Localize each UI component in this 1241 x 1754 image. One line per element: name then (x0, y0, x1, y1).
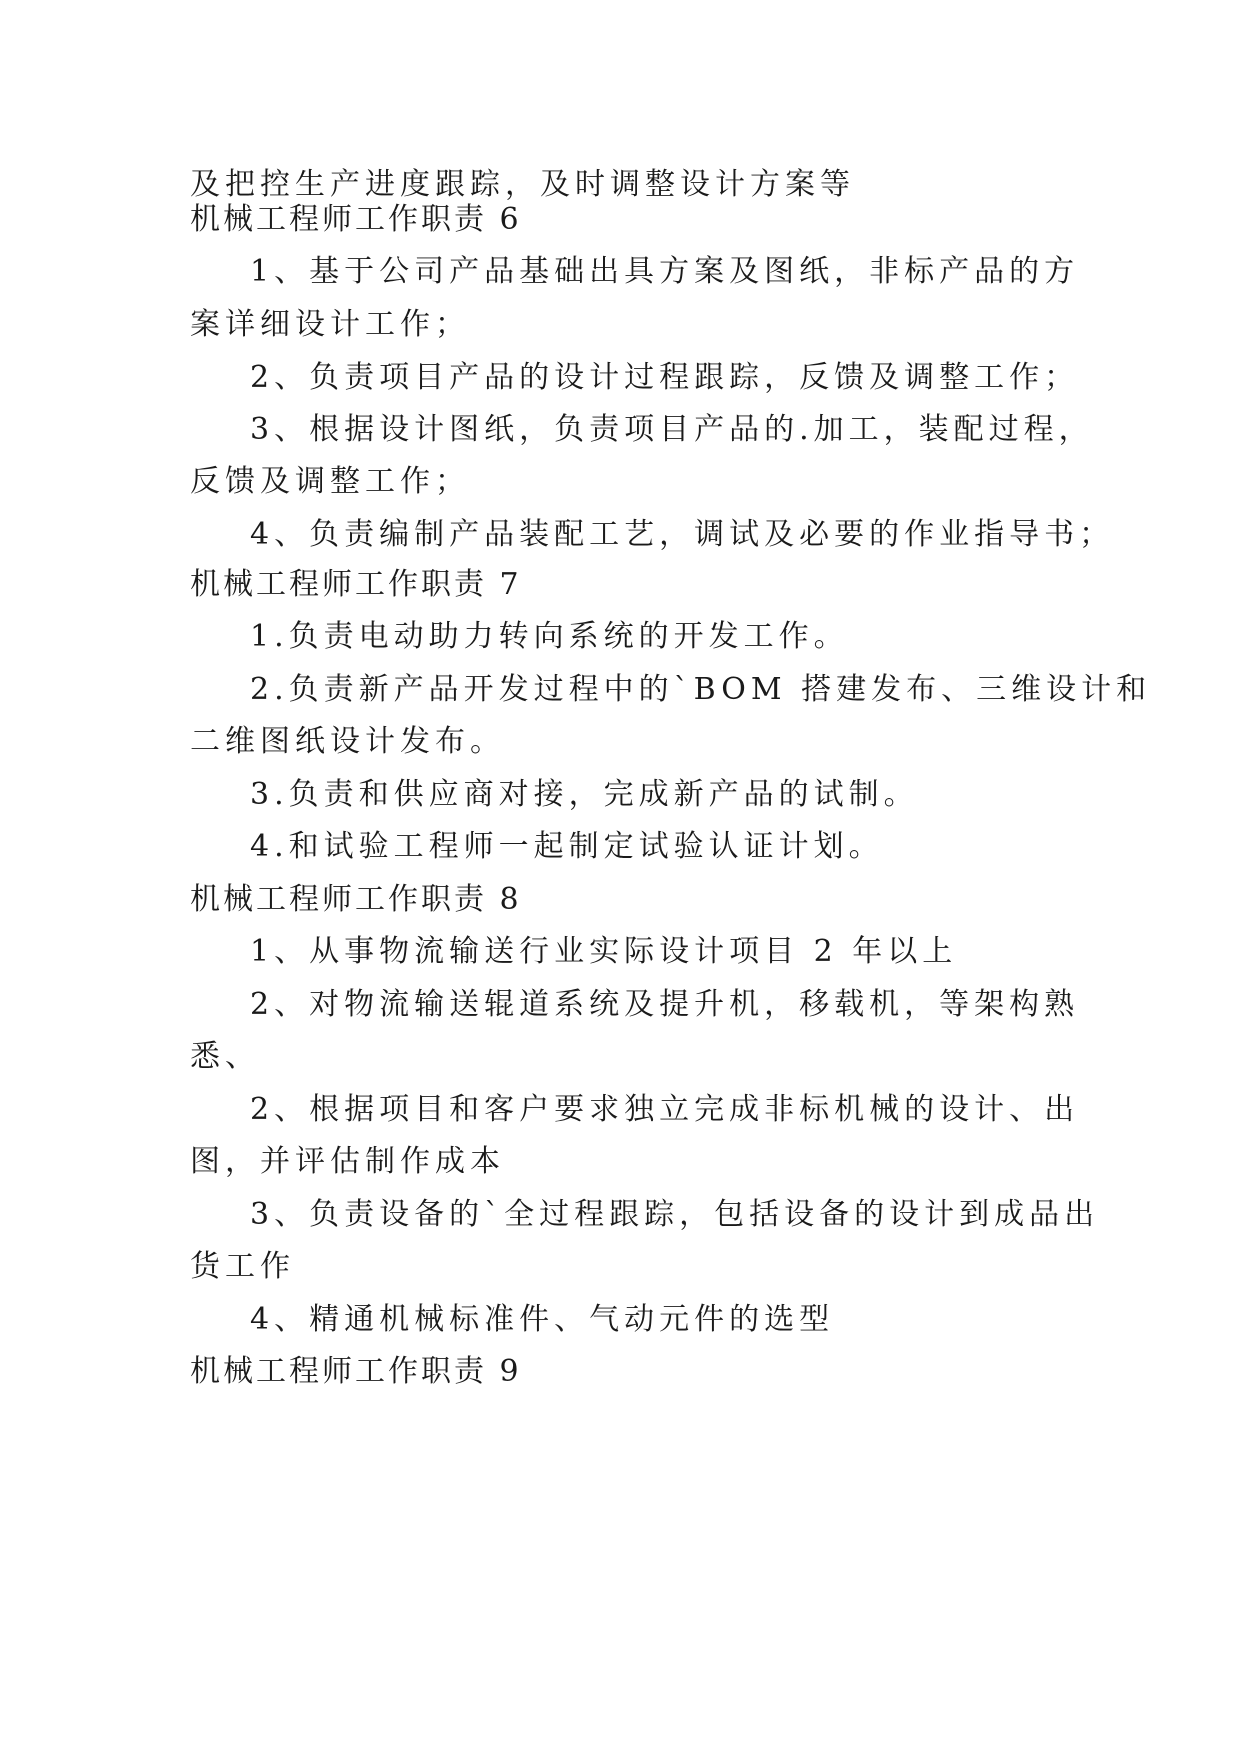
text-line: 2、负责项目产品的设计过程跟踪，反馈及调整工作； (250, 360, 1080, 395)
text-line: 货工作 (190, 1249, 295, 1284)
section-heading: 机械工程师工作职责 7 (190, 567, 522, 602)
text-line: 1、从事物流输送行业实际设计项目 2 年以上 (250, 934, 958, 969)
text-line: 图，并评估制作成本 (190, 1144, 505, 1179)
section-heading: 机械工程师工作职责 6 (190, 202, 522, 237)
text-line: 2、对物流输送辊道系统及提升机，移载机，等架构熟 (250, 987, 1080, 1022)
text-line: 3、根据设计图纸，负责项目产品的.加工，装配过程， (250, 412, 1094, 447)
text-line: 及把控生产进度跟踪，及时调整设计方案等 (190, 167, 855, 202)
text-line: 悉、 (190, 1039, 260, 1074)
text-line: 4.和试验工程师一起制定试验认证计划。 (250, 829, 884, 864)
text-line: 3.负责和供应商对接，完成新产品的试制。 (250, 777, 919, 812)
section-heading: 机械工程师工作职责 9 (190, 1354, 522, 1389)
text-line: 二维图纸设计发布。 (190, 724, 505, 759)
text-line: 3、负责设备的`全过程跟踪，包括设备的设计到成品出 (250, 1197, 1100, 1232)
text-line: 4、负责编制产品装配工艺，调试及必要的作业指导书； (250, 517, 1115, 552)
text-line: 2.负责新产品开发过程中的`BOM 搭建发布、三维设计和 (250, 672, 1152, 707)
text-line: 案详细设计工作； (190, 307, 470, 342)
text-line: 4、精通机械标准件、气动元件的选型 (250, 1302, 835, 1337)
text-line: 2、根据项目和客户要求独立完成非标机械的设计、出 (250, 1092, 1080, 1127)
text-line: 1、基于公司产品基础出具方案及图纸，非标产品的方 (250, 254, 1080, 289)
section-heading: 机械工程师工作职责 8 (190, 882, 522, 917)
text-line: 反馈及调整工作； (190, 464, 470, 499)
text-line: 1.负责电动助力转向系统的开发工作。 (250, 619, 849, 654)
